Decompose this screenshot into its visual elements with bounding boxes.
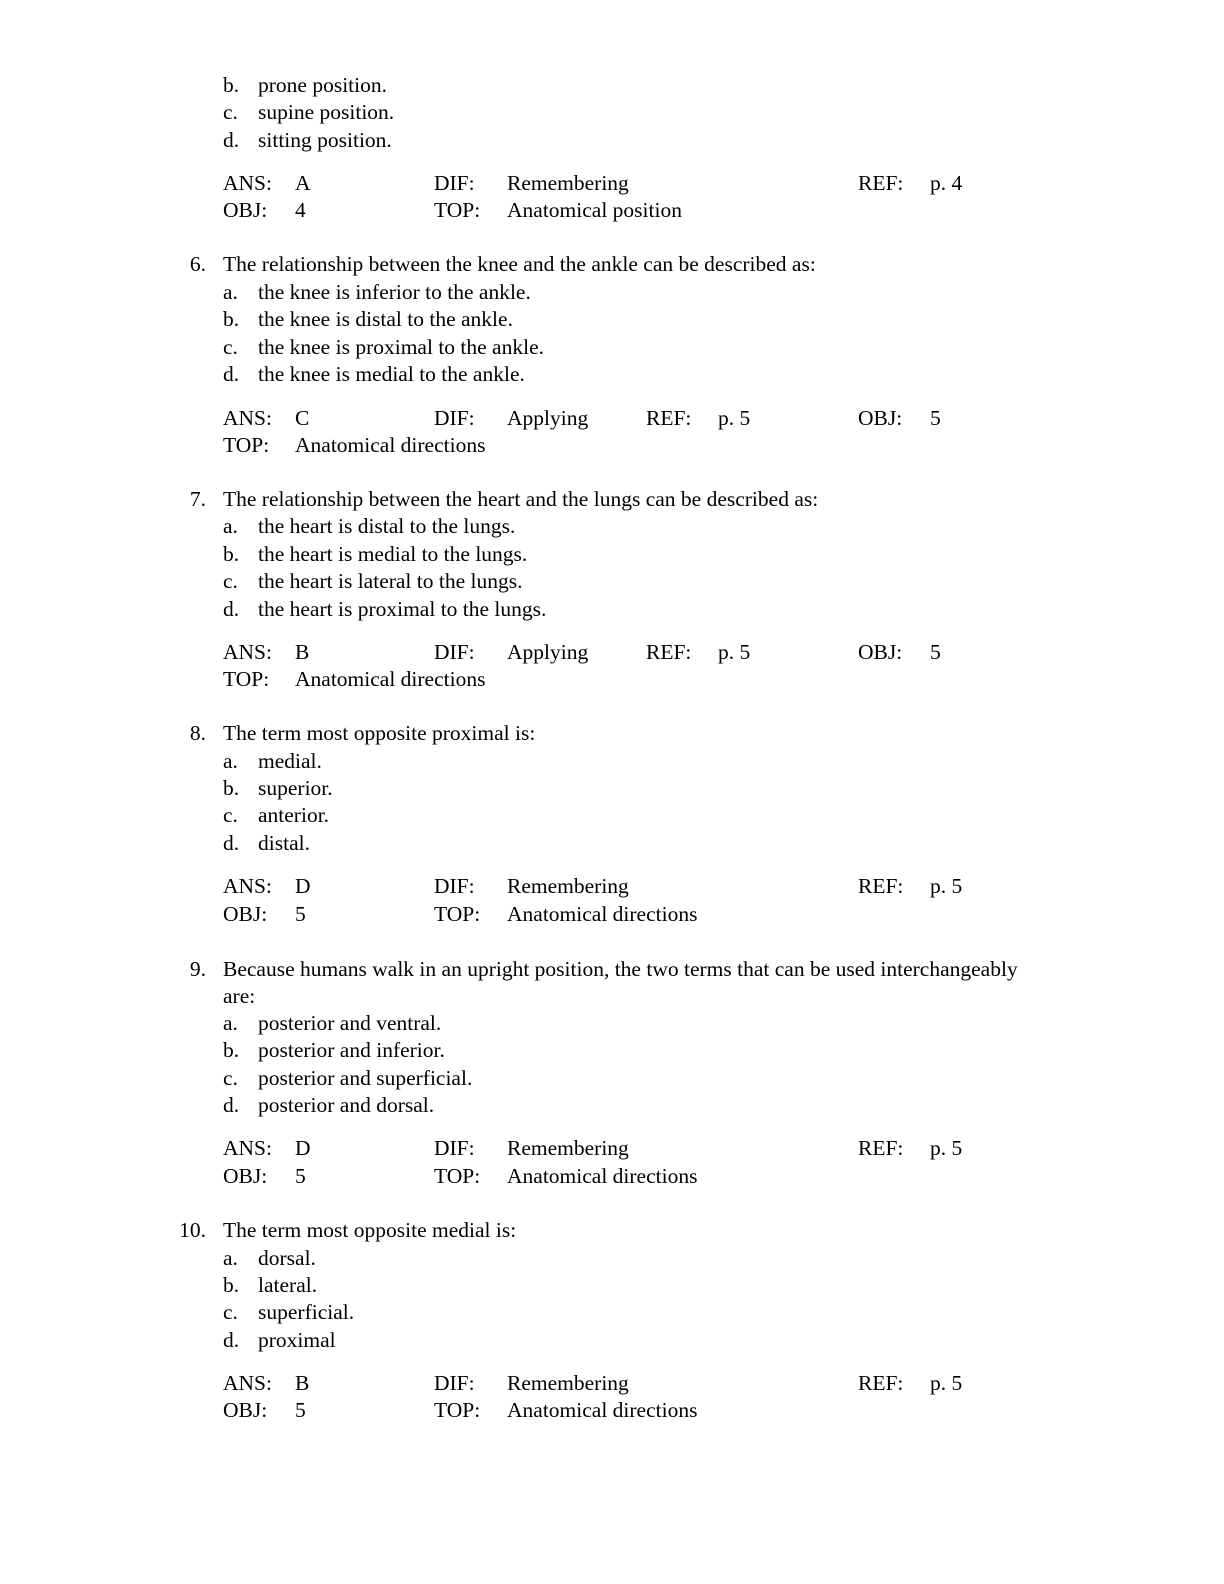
option-text: dorsal.	[258, 1246, 316, 1270]
ref-label: REF:	[858, 171, 904, 195]
option-text: lateral.	[258, 1273, 318, 1297]
ref-value: p. 5	[930, 1371, 963, 1395]
option-letter: c.	[223, 100, 238, 124]
obj-label: OBJ:	[223, 1164, 268, 1188]
ref-label: REF:	[646, 640, 692, 664]
option-text: proximal	[258, 1328, 336, 1352]
option-text: the knee is medial to the ankle.	[258, 362, 525, 386]
top-value: Anatomical directions	[507, 1164, 698, 1188]
option-text: posterior and inferior.	[258, 1038, 445, 1062]
ans-label: ANS:	[223, 406, 272, 430]
option-letter: d.	[223, 128, 240, 152]
option-letter: c.	[223, 569, 238, 593]
ans-value: A	[295, 171, 311, 195]
option-letter: b.	[223, 776, 240, 800]
ans-value: D	[295, 874, 311, 898]
obj-label: OBJ:	[858, 640, 903, 664]
option-letter: a.	[223, 280, 238, 304]
option-text: the knee is proximal to the ankle.	[258, 335, 544, 359]
obj-value: 5	[930, 640, 941, 664]
dif-label: DIF:	[434, 874, 475, 898]
option-letter: d.	[223, 831, 240, 855]
top-label: TOP:	[223, 433, 270, 457]
obj-value: 5	[295, 902, 306, 926]
ref-label: REF:	[646, 406, 692, 430]
top-value: Anatomical directions	[507, 902, 698, 926]
ref-label: REF:	[858, 874, 904, 898]
option-text: supine position.	[258, 100, 395, 124]
ref-label: REF:	[858, 1371, 904, 1395]
dif-value: Remembering	[507, 171, 629, 195]
option-letter: b.	[223, 542, 240, 566]
option-letter: c.	[223, 803, 238, 827]
option-text: superficial.	[258, 1300, 355, 1324]
question-stem: The relationship between the knee and the ankle can be described as:	[223, 252, 816, 276]
dif-label: DIF:	[434, 1371, 475, 1395]
option-letter: c.	[223, 1066, 238, 1090]
option-letter: d.	[223, 362, 240, 386]
obj-label: OBJ:	[858, 406, 903, 430]
dif-label: DIF:	[434, 171, 475, 195]
option-text: the knee is distal to the ankle.	[258, 307, 513, 331]
option-letter: a.	[223, 514, 238, 538]
top-label: TOP:	[434, 1164, 481, 1188]
option-text: posterior and dorsal.	[258, 1093, 435, 1117]
option-text: the heart is distal to the lungs.	[258, 514, 516, 538]
dif-label: DIF:	[434, 1136, 475, 1160]
ref-value: p. 5	[930, 1136, 963, 1160]
ans-label: ANS:	[223, 640, 272, 664]
option-letter: d.	[223, 1093, 240, 1117]
question-number: 9.	[189, 957, 206, 981]
question-number: 7.	[189, 487, 206, 511]
ans-value: C	[295, 406, 310, 430]
question-stem: Because humans walk in an upright position, the two terms that can be used interchangeably	[223, 957, 1018, 981]
top-label: TOP:	[434, 198, 481, 222]
question-stem: The term most opposite medial is:	[223, 1218, 517, 1242]
option-letter: b.	[223, 307, 240, 331]
option-letter: c.	[223, 335, 238, 359]
option-letter: d.	[223, 1328, 240, 1352]
top-label: TOP:	[434, 1398, 481, 1422]
option-text: the heart is lateral to the lungs.	[258, 569, 523, 593]
question-stem: The term most opposite proximal is:	[223, 721, 536, 745]
option-text: medial.	[258, 749, 322, 773]
ref-value: p. 5	[930, 874, 963, 898]
ans-label: ANS:	[223, 874, 272, 898]
option-text: the heart is medial to the lungs.	[258, 542, 528, 566]
option-text: superior.	[258, 776, 333, 800]
option-letter: d.	[223, 597, 240, 621]
option-letter: c.	[223, 1300, 238, 1324]
ans-value: B	[295, 640, 310, 664]
ans-label: ANS:	[223, 171, 272, 195]
option-text: sitting position.	[258, 128, 392, 152]
ans-label: ANS:	[223, 1371, 272, 1395]
question-number: 10.	[179, 1218, 206, 1242]
ans-label: ANS:	[223, 1136, 272, 1160]
question-stem: The relationship between the heart and the lungs can be described as:	[223, 487, 819, 511]
option-letter: a.	[223, 749, 238, 773]
option-letter: a.	[223, 1246, 238, 1270]
option-text: posterior and ventral.	[258, 1011, 442, 1035]
top-value: Anatomical position	[507, 198, 682, 222]
option-letter: b.	[223, 1038, 240, 1062]
option-text: the heart is proximal to the lungs.	[258, 597, 547, 621]
option-text: the knee is inferior to the ankle.	[258, 280, 531, 304]
obj-label: OBJ:	[223, 902, 268, 926]
ref-label: REF:	[858, 1136, 904, 1160]
option-text: prone position.	[258, 73, 387, 97]
obj-value: 5	[295, 1398, 306, 1422]
option-letter: b.	[223, 1273, 240, 1297]
ref-value: p. 5	[718, 406, 751, 430]
top-value: Anatomical directions	[507, 1398, 698, 1422]
option-letter: b.	[223, 73, 240, 97]
dif-value: Applying	[507, 640, 589, 664]
top-label: TOP:	[223, 667, 270, 691]
option-text: distal.	[258, 831, 310, 855]
dif-value: Applying	[507, 406, 589, 430]
ans-value: B	[295, 1371, 310, 1395]
top-label: TOP:	[434, 902, 481, 926]
ans-value: D	[295, 1136, 311, 1160]
ref-value: p. 4	[930, 171, 963, 195]
obj-value: 4	[295, 198, 306, 222]
ref-value: p. 5	[718, 640, 751, 664]
obj-label: OBJ:	[223, 198, 268, 222]
question-stem-cont: are:	[223, 984, 256, 1008]
dif-value: Remembering	[507, 1371, 629, 1395]
dif-value: Remembering	[507, 1136, 629, 1160]
option-letter: a.	[223, 1011, 238, 1035]
obj-label: OBJ:	[223, 1398, 268, 1422]
dif-label: DIF:	[434, 406, 475, 430]
question-number: 6.	[189, 252, 206, 276]
option-text: posterior and superficial.	[258, 1066, 473, 1090]
obj-value: 5	[930, 406, 941, 430]
option-text: anterior.	[258, 803, 330, 827]
dif-value: Remembering	[507, 874, 629, 898]
top-value: Anatomical directions	[295, 667, 486, 691]
dif-label: DIF:	[434, 640, 475, 664]
top-value: Anatomical directions	[295, 433, 486, 457]
obj-value: 5	[295, 1164, 306, 1188]
question-number: 8.	[189, 721, 206, 745]
